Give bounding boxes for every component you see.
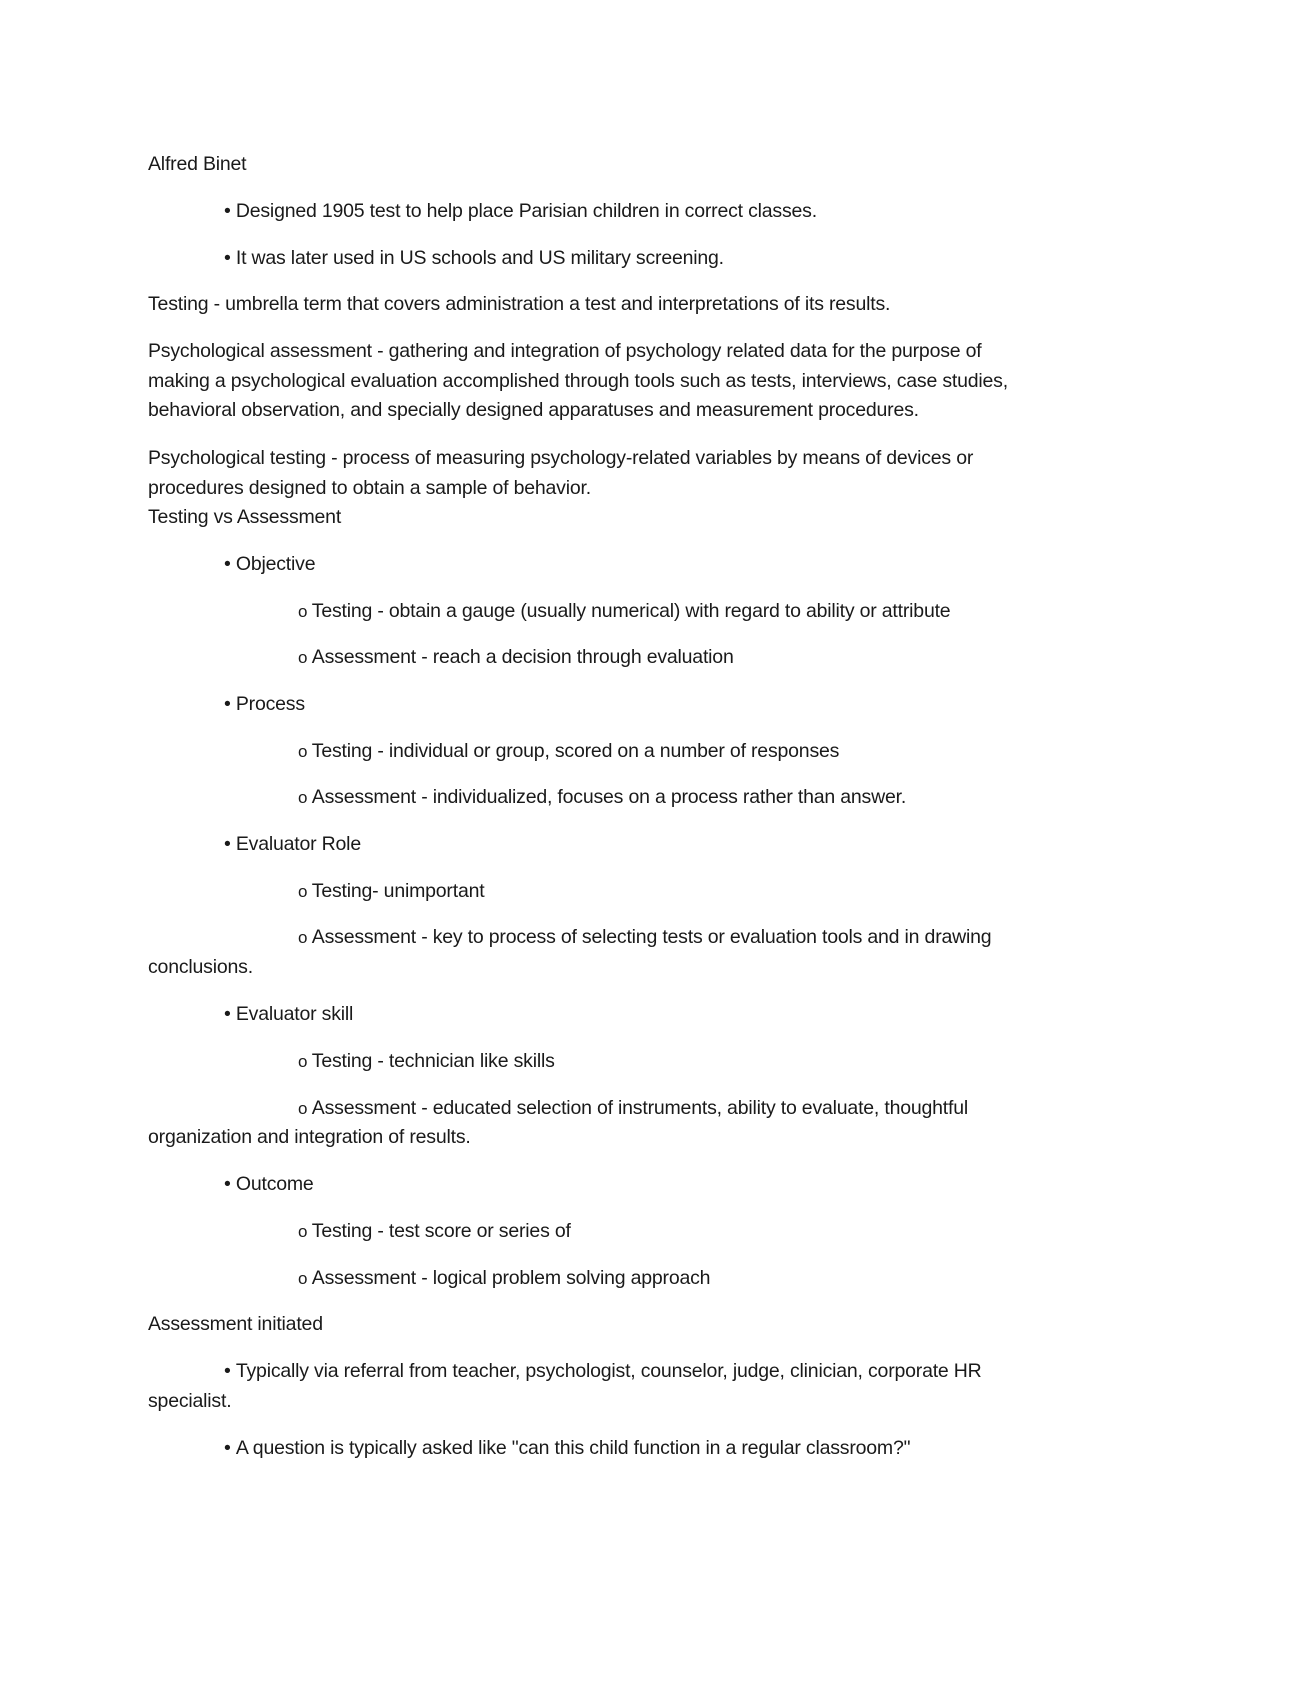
psych-assessment-line-1: Psychological assessment - gathering and integration of psychology related data for the purpose of	[148, 340, 982, 362]
tva-evaluator-role-testing: o Testing- unimportant	[298, 876, 484, 907]
binet-bullet-1: • Designed 1905 test to help place Parisian children in correct classes.	[224, 196, 817, 226]
tva-section-evaluator-skill: • Evaluator skill	[224, 999, 353, 1029]
binet-heading: Alfred Binet	[148, 153, 247, 175]
tva-evaluator-role-continuation: conclusions.	[148, 956, 253, 978]
testing-definition: Testing - umbrella term that covers administration a test and interpretations of its results.	[148, 293, 891, 315]
tva-evaluator-skill-continuation: organization and integration of results.	[148, 1126, 471, 1148]
tva-outcome-testing: o Testing - test score or series of	[298, 1216, 571, 1247]
psych-assessment-line-3: behavioral observation, and specially designed apparatuses and measurement procedures.	[148, 399, 919, 421]
tva-objective-assessment: o Assessment - reach a decision through evaluation	[298, 642, 734, 673]
tva-evaluator-role-assessment: o Assessment - key to process of selecting tests or evaluation tools and in drawing	[298, 922, 991, 953]
tva-evaluator-skill-assessment: o Assessment - educated selection of instruments, ability to evaluate, thoughtful	[298, 1093, 968, 1124]
initiated-bullet-1: • Typically via referral from teacher, psychologist, counselor, judge, clinician, corporate HR	[224, 1356, 982, 1386]
assessment-initiated-heading: Assessment initiated	[148, 1313, 323, 1335]
initiated-bullet-2: • A question is typically asked like "can this child function in a regular classroom?"	[224, 1433, 910, 1463]
tva-section-outcome: • Outcome	[224, 1169, 314, 1199]
tva-process-testing: o Testing - individual or group, scored on a number of responses	[298, 736, 839, 767]
tva-evaluator-skill-testing: o Testing - technician like skills	[298, 1046, 555, 1077]
tva-section-process: • Process	[224, 689, 305, 719]
tva-process-assessment: o Assessment - individualized, focuses on a process rather than answer.	[298, 782, 906, 813]
psych-testing-line-2: procedures designed to obtain a sample of behavior.	[148, 477, 591, 499]
initiated-bullet-1-continuation: specialist.	[148, 1390, 232, 1412]
tva-section-objective: • Objective	[224, 549, 315, 579]
tva-section-evaluator-role: • Evaluator Role	[224, 829, 361, 859]
psych-assessment-line-2: making a psychological evaluation accomplished through tools such as tests, interviews, case studies,	[148, 370, 1008, 392]
testing-vs-assessment-heading: Testing vs Assessment	[148, 506, 342, 528]
tva-objective-testing: o Testing - obtain a gauge (usually numerical) with regard to ability or attribute	[298, 596, 950, 627]
binet-bullet-2: • It was later used in US schools and US military screening.	[224, 243, 724, 273]
psych-testing-line-1: Psychological testing - process of measuring psychology-related variables by means of devices or	[148, 447, 974, 469]
tva-outcome-assessment: o Assessment - logical problem solving approach	[298, 1263, 710, 1294]
